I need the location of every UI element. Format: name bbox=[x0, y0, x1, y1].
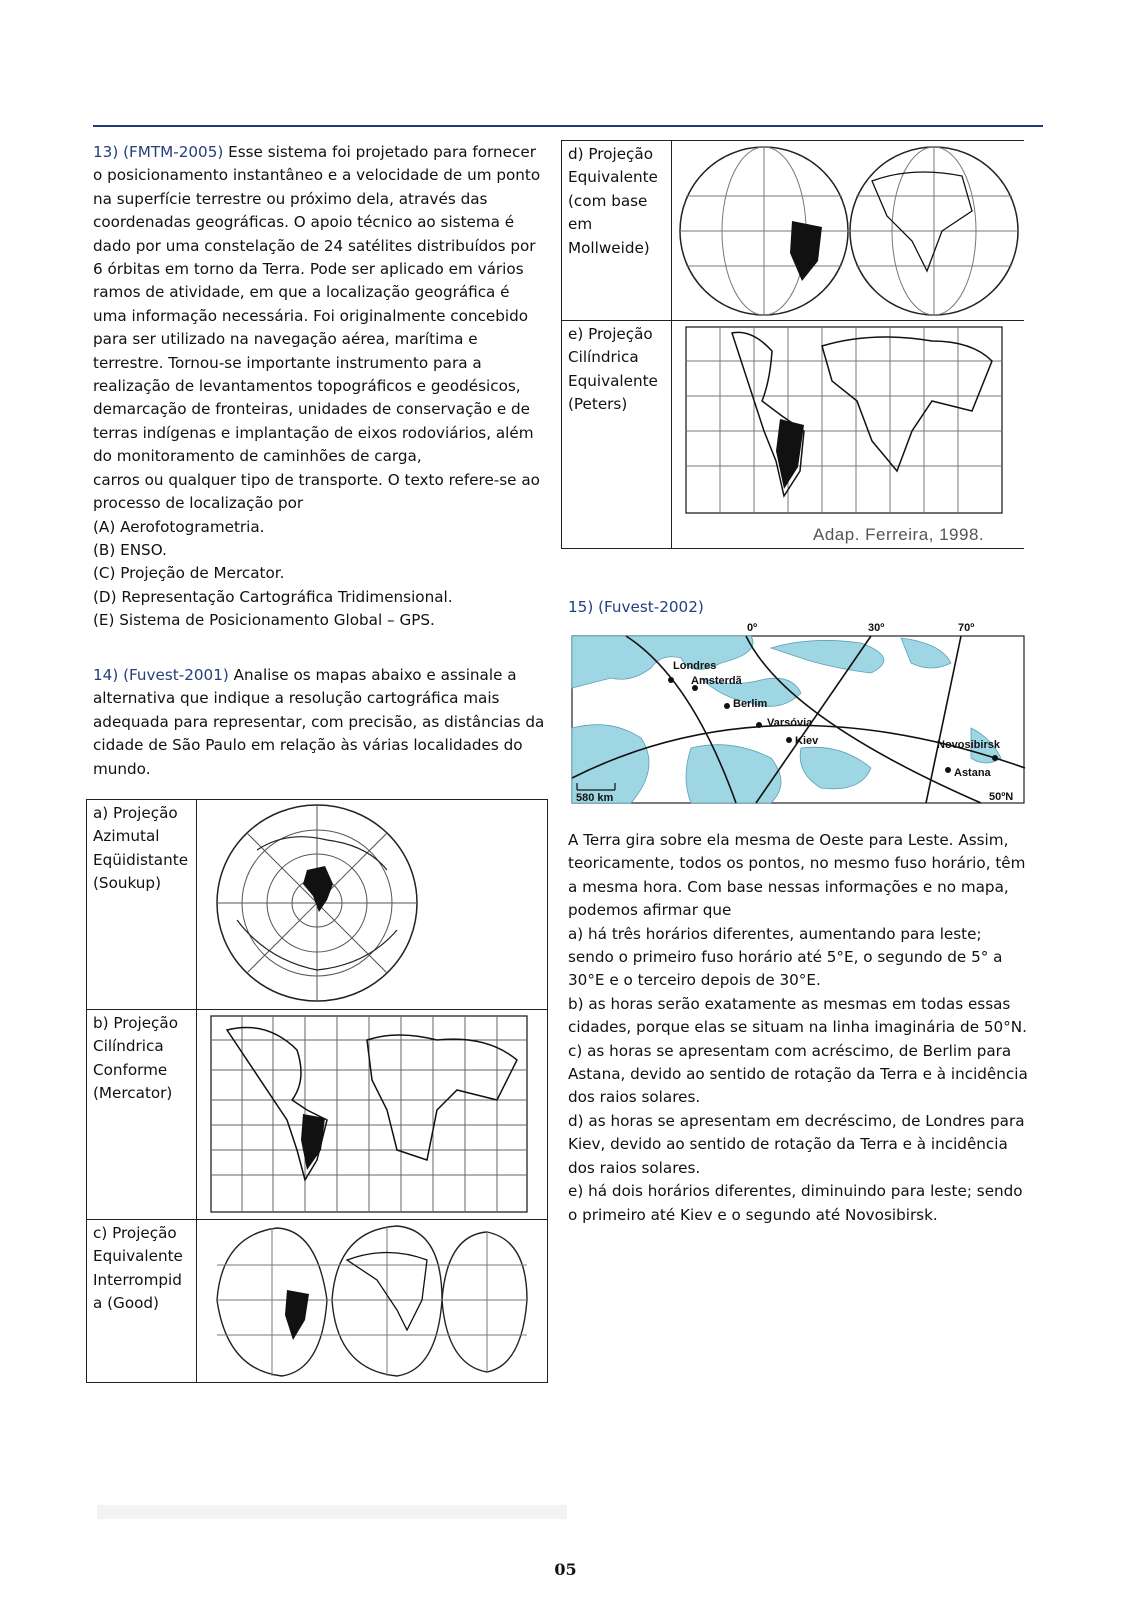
q13-option-e: (E) Sistema de Posicionamento Global – GPS. bbox=[93, 611, 435, 630]
q15-option-c: c) as horas se apresentam com acréscimo, de Berlim para Astana, devido ao sentido de rotação da Terra e à incidência dos raios solares. bbox=[568, 1041, 1028, 1107]
projection-table-left bbox=[86, 799, 548, 1383]
azimuthal-map-image bbox=[197, 800, 547, 1009]
svg-text:30º: 30º bbox=[868, 622, 885, 634]
projection-row-a bbox=[87, 800, 547, 1010]
projection-row-b bbox=[87, 1010, 547, 1220]
question-14 bbox=[93, 664, 548, 781]
city-novosibirsk: Novosibirsk bbox=[937, 739, 1000, 751]
q13-paragraph bbox=[93, 141, 548, 469]
q13-option-b: (B) ENSO. bbox=[93, 540, 167, 559]
question-15 bbox=[568, 829, 1028, 1227]
q15-option-a: a) há três horários diferentes, aumentando para leste; sendo o primeiro fuso horário até 5°E, o segundo de 5° a 30°E e o terceiro depois de 30°E. bbox=[568, 924, 1003, 990]
q15-number: 15) (Fuvest-2002) bbox=[568, 598, 704, 616]
peters-map-image bbox=[672, 321, 1024, 548]
projection-label-c: c) Projeção Equivalente Interrompid a (Good) bbox=[87, 1220, 197, 1382]
city-londres: Londres bbox=[673, 660, 717, 672]
map-scale: 580 km bbox=[576, 792, 614, 804]
city-amsterda: Amsterdã bbox=[691, 675, 742, 687]
q15-text: A Terra gira sobre ela mesma de Oeste para Leste. Assim, teoricamente, todos os pontos, no mesmo fuso horário, têm a mesma hora. Com base nessas informações e no mapa, podemos afirmar que bbox=[568, 831, 1026, 920]
city-berlim: Berlim bbox=[733, 698, 768, 710]
question-13 bbox=[93, 141, 548, 633]
faded-footer-text bbox=[97, 1505, 567, 1519]
map-credit: Adap. Ferreira, 1998. bbox=[813, 525, 985, 544]
svg-text:70º: 70º bbox=[958, 622, 975, 634]
q15-option-b: b) as horas serão exatamente as mesmas em todas essas cidades, porque elas se situam na linha imaginária de 50°N. bbox=[568, 994, 1027, 1037]
goode-map-image bbox=[197, 1220, 547, 1382]
projection-label-d: d) Projeção Equivalente (com base em Mollweide) bbox=[562, 141, 672, 320]
svg-text:0º: 0º bbox=[747, 622, 758, 634]
q13-option-c: (C) Projeção de Mercator. bbox=[93, 564, 285, 583]
q14-number: 14) (Fuvest-2001) bbox=[93, 666, 229, 684]
page-number: 05 bbox=[554, 1560, 577, 1579]
mercator-map-image bbox=[197, 1010, 547, 1219]
projection-label-b: b) Projeção Cilíndrica Conforme (Mercator) bbox=[87, 1010, 197, 1219]
europe-map-svg bbox=[571, 618, 1026, 806]
projection-label-e: e) Projeção Cilíndrica Equivalente (Peters) bbox=[562, 321, 672, 548]
q13-number: 13) (FMTM-2005) bbox=[93, 143, 224, 161]
header-rule bbox=[93, 125, 1043, 127]
projection-row-c bbox=[87, 1220, 547, 1382]
q13-option-a: (A) Aerofotogrametria. bbox=[93, 517, 265, 536]
q13-paragraph-2: carros ou qualquer tipo de transporte. O texto refere-se ao processo de localização por bbox=[93, 470, 540, 513]
projection-table-right bbox=[561, 140, 1024, 549]
city-varsovia: Varsóvia bbox=[767, 717, 813, 729]
q13-text: Esse sistema foi projetado para fornecer o posicionamento instantâneo e a velocidade de um ponto na superfície terrestre ou próximo dela, através das coordenadas geográficas. O apoio técnico ao sistema é dado por uma constelação de 24 satélites distribuídos por 6 órbitas em torno da Terra. Pode ser aplicado em vários ramos de atividade, em que a localização geográfica é uma informação necessária. Foi originalmente concebido para ser utilizado na navegação aérea, marítima e terrestre. Tornou-se importante instrumento para a realização de levantamentos topográficos e geodésicos, demarcação de fronteiras, unidades de conservação e de terras indígenas e implantação de eixos rodoviários, além do monitoramento de caminhões de carga, bbox=[93, 143, 541, 466]
q15-heading bbox=[568, 596, 704, 619]
q15-option-d: d) as horas se apresentam em decréscimo, de Londres para Kiev, devido ao sentido de rotação da Terra e à incidência dos raios solares. bbox=[568, 1111, 1025, 1177]
city-astana: Astana bbox=[954, 767, 991, 779]
projection-row-d bbox=[562, 141, 1024, 321]
map-parallel: 50ºN bbox=[989, 791, 1014, 803]
projection-label-a: a) Projeção Azimutal Eqüidistante (Soukup) bbox=[87, 800, 197, 1009]
europe-timezone-map bbox=[571, 618, 1026, 806]
q13-option-d: (D) Representação Cartográfica Tridimensional. bbox=[93, 587, 453, 606]
mollweide-map-image bbox=[672, 141, 1024, 320]
q15-option-e: e) há dois horários diferentes, diminuindo para leste; sendo o primeiro até Kiev e o segundo até Novosibirsk. bbox=[568, 1182, 1023, 1224]
city-kiev: Kiev bbox=[795, 735, 819, 747]
projection-row-e bbox=[562, 321, 1024, 548]
q14-text: Analise os mapas abaixo e assinale a alternativa que indique a resolução cartográfica mais adequada para representar, com precisão, as distâncias da cidade de São Paulo em relação às várias localidades do mundo. bbox=[93, 666, 545, 778]
